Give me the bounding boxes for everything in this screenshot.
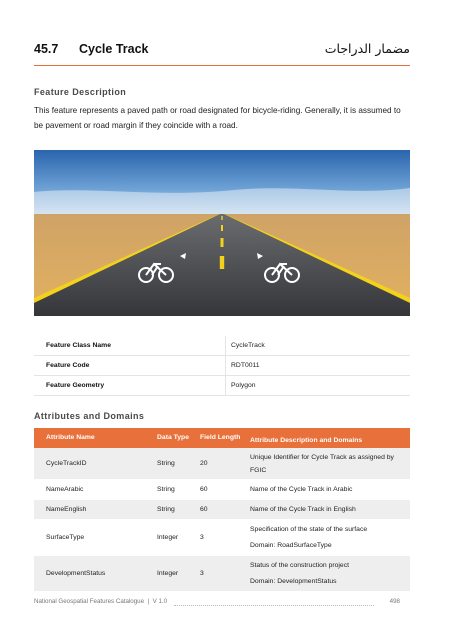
column-separator xyxy=(225,336,226,355)
section-title: Cycle Track xyxy=(79,42,149,56)
attribute-length: 3 xyxy=(200,570,204,577)
feature-info-row xyxy=(34,376,410,396)
attribute-name: NameArabic xyxy=(46,486,84,493)
page-footer xyxy=(34,598,410,610)
table-row xyxy=(34,520,410,556)
section-number: 45.7 xyxy=(34,42,59,56)
section-header xyxy=(34,42,410,62)
feature-info-key: Feature Class Name xyxy=(46,342,111,349)
attribute-type: Integer xyxy=(157,534,179,541)
feature-info-table xyxy=(34,336,410,396)
attribute-name: NameEnglish xyxy=(46,506,87,513)
column-header-attribute-name: Attribute Name xyxy=(46,434,95,441)
attribute-domain: Domain: DevelopmentStatus xyxy=(250,578,337,585)
attributes-heading: Attributes and Domains xyxy=(34,411,145,421)
feature-info-value: RDT0011 xyxy=(231,362,260,369)
footer-catalogue-name: National Geospatial Features Catalogue xyxy=(34,598,145,605)
feature-info-value: Polygon xyxy=(231,382,256,389)
header-divider xyxy=(34,65,410,66)
attribute-length: 60 xyxy=(200,486,208,493)
table-row xyxy=(34,480,410,500)
table-row xyxy=(34,500,410,520)
attribute-length: 60 xyxy=(200,506,208,513)
attribute-description: Name of the Cycle Track in English xyxy=(250,506,356,513)
column-separator xyxy=(225,376,226,395)
attribute-description: Unique Identifier for Cycle Track as assigned by FGIC xyxy=(250,454,394,474)
attribute-name: CycleTrackID xyxy=(46,460,87,467)
attribute-domain: Domain: RoadSurfaceType xyxy=(250,542,332,549)
attribute-type: String xyxy=(157,486,175,493)
section-title-arabic: مضمار الدراجات xyxy=(324,41,410,56)
footer-version: V 1.0 xyxy=(152,598,168,605)
column-header-data-type: Data Type xyxy=(157,434,189,441)
attributes-table xyxy=(34,428,410,592)
column-separator xyxy=(225,356,226,375)
feature-info-key: Feature Code xyxy=(46,362,90,369)
feature-description-text: This feature represents a paved path or road designated for bicycle-riding. Generally, it is assumed to be pavement or road margin if they coincide with a road. xyxy=(34,106,401,130)
attributes-table-header xyxy=(34,428,410,448)
attribute-name: DevelopmentStatus xyxy=(46,570,106,577)
attribute-type: Integer xyxy=(157,570,179,577)
feature-info-row xyxy=(34,336,410,356)
attribute-description: Status of the construction project xyxy=(250,562,349,569)
feature-info-value: CycleTrack xyxy=(231,342,265,349)
feature-description-heading: Feature Description xyxy=(34,87,127,97)
page-number: 498 xyxy=(389,598,400,605)
attribute-description: Name of the Cycle Track in Arabic xyxy=(250,486,353,493)
feature-info-row xyxy=(34,356,410,376)
column-header-field-length: Field Length xyxy=(200,434,241,441)
attribute-name: SurfaceType xyxy=(46,534,85,541)
footer-catalogue xyxy=(34,598,167,605)
column-header-description: Attribute Description and Domains xyxy=(250,437,363,444)
attribute-length: 20 xyxy=(200,460,208,467)
feature-info-key: Feature Geometry xyxy=(46,382,105,389)
table-row xyxy=(34,556,410,592)
attribute-type: String xyxy=(157,506,175,513)
attribute-length: 3 xyxy=(200,534,204,541)
footer-dot-leader xyxy=(174,598,374,606)
attribute-type: String xyxy=(157,460,175,467)
attribute-description: Specification of the state of the surface xyxy=(250,526,368,533)
table-row xyxy=(34,448,410,480)
cycle-track-photo xyxy=(34,150,410,316)
footer-separator: | xyxy=(147,598,150,605)
